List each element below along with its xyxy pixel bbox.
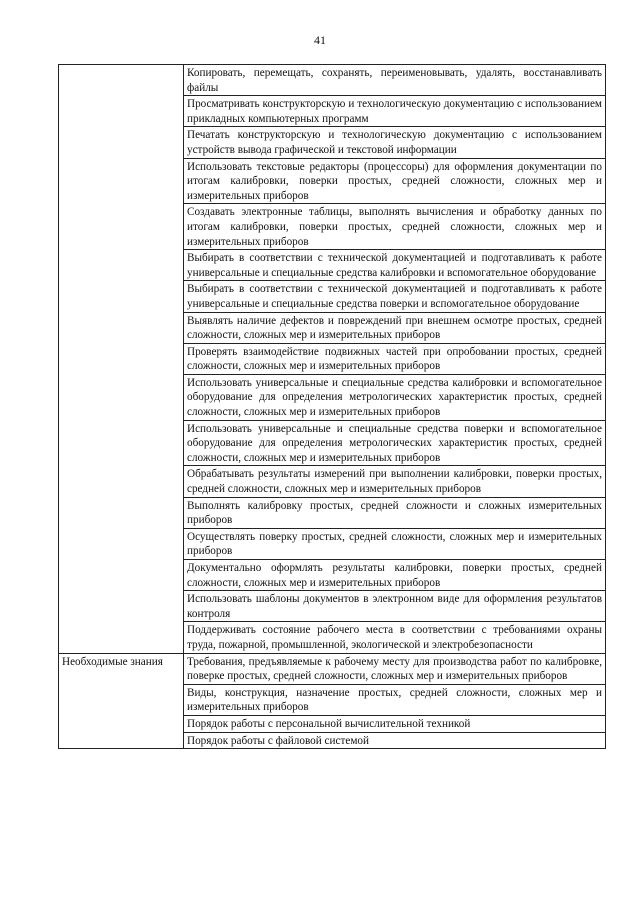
requirements-table <box>58 64 606 749</box>
table-cell-text: Использовать универсальные и специальные средства калибровки и вспомогательное оборудование для определения метрологических характеристик простых, средней сложности, сложных мер и измерительных приборов <box>184 374 606 420</box>
table-cell-text: Порядок работы с файловой системой <box>184 732 606 749</box>
table-cell-text: Обрабатывать результаты измерений при выполнении калибровки, поверки простых, средней сложности, сложных мер и измерительных приборов <box>184 466 606 497</box>
table-cell-text: Создавать электронные таблицы, выполнять вычисления и обработку данных по итогам калибровки, поверки простых, средней сложности, сложных мер и измерительных приборов <box>184 204 606 250</box>
table-row <box>59 653 606 684</box>
table-cell-text: Порядок работы с персональной вычислительной техникой <box>184 715 606 732</box>
table-cell-text: Просматривать конструкторскую и технологическую документацию с использованием прикладных компьютерных программ <box>184 96 606 127</box>
table-cell-text: Выбирать в соответствии с технической документацией и подготавливать к работе универсальные и специальные средства поверки и вспомогательное оборудование <box>184 281 606 312</box>
table-cell-text: Осуществлять поверку простых, средней сложности, сложных мер и измерительных приборов <box>184 528 606 559</box>
table-cell-text: Виды, конструкция, назначение простых, средней сложности, сложных мер и измерительных приборов <box>184 684 606 715</box>
table-cell-text: Копировать, перемещать, сохранять, переименовывать, удалять, восстанавливать файлы <box>184 65 606 96</box>
knowledge-label-cell: Необходимые знания <box>59 653 184 749</box>
table-cell-text: Выявлять наличие дефектов и повреждений при внешнем осмотре простых, средней сложности, сложных мер и измерительных приборов <box>184 312 606 343</box>
table-cell-text: Проверять взаимодействие подвижных частей при опробовании простых, средней сложности, сложных мер и измерительных приборов <box>184 343 606 374</box>
table-cell-text: Выбирать в соответствии с технической документацией и подготавливать к работе универсальные и специальные средства калибровки и вспомогательное оборудование <box>184 250 606 281</box>
skills-label-cell <box>59 65 184 654</box>
table-cell-text: Поддерживать состояние рабочего места в соответствии с требованиями охраны труда, пожарной, промышленной, экологической и электробезопасности <box>184 622 606 653</box>
table-cell-text: Использовать шаблоны документов в электронном виде для оформления результатов контроля <box>184 591 606 622</box>
table-cell-text: Использовать текстовые редакторы (процессоры) для оформления документации по итогам калибровки, поверки простых, средней сложности, сложных мер и измерительных приборов <box>184 158 606 204</box>
page-number: 41 <box>314 33 326 47</box>
table-cell-text: Использовать универсальные и специальные средства поверки и вспомогательное оборудование для определения метрологических характеристик простых, средней сложности, сложных мер и измерительных приборов <box>184 420 606 466</box>
table-cell-text: Требования, предъявляемые к рабочему месту для производства работ по калибровке, поверке простых, средней сложности, сложных мер и измерительных приборов <box>184 653 606 684</box>
table-row <box>59 65 606 96</box>
table-cell-text: Выполнять калибровку простых, средней сложности и сложных измерительных приборов <box>184 497 606 528</box>
table-cell-text: Печатать конструкторскую и технологическую документацию с использованием устройств вывода графической и текстовой информации <box>184 127 606 158</box>
table-cell-text: Документально оформлять результаты калибровки, поверки простых, средней сложности, сложных мер и измерительных приборов <box>184 560 606 591</box>
